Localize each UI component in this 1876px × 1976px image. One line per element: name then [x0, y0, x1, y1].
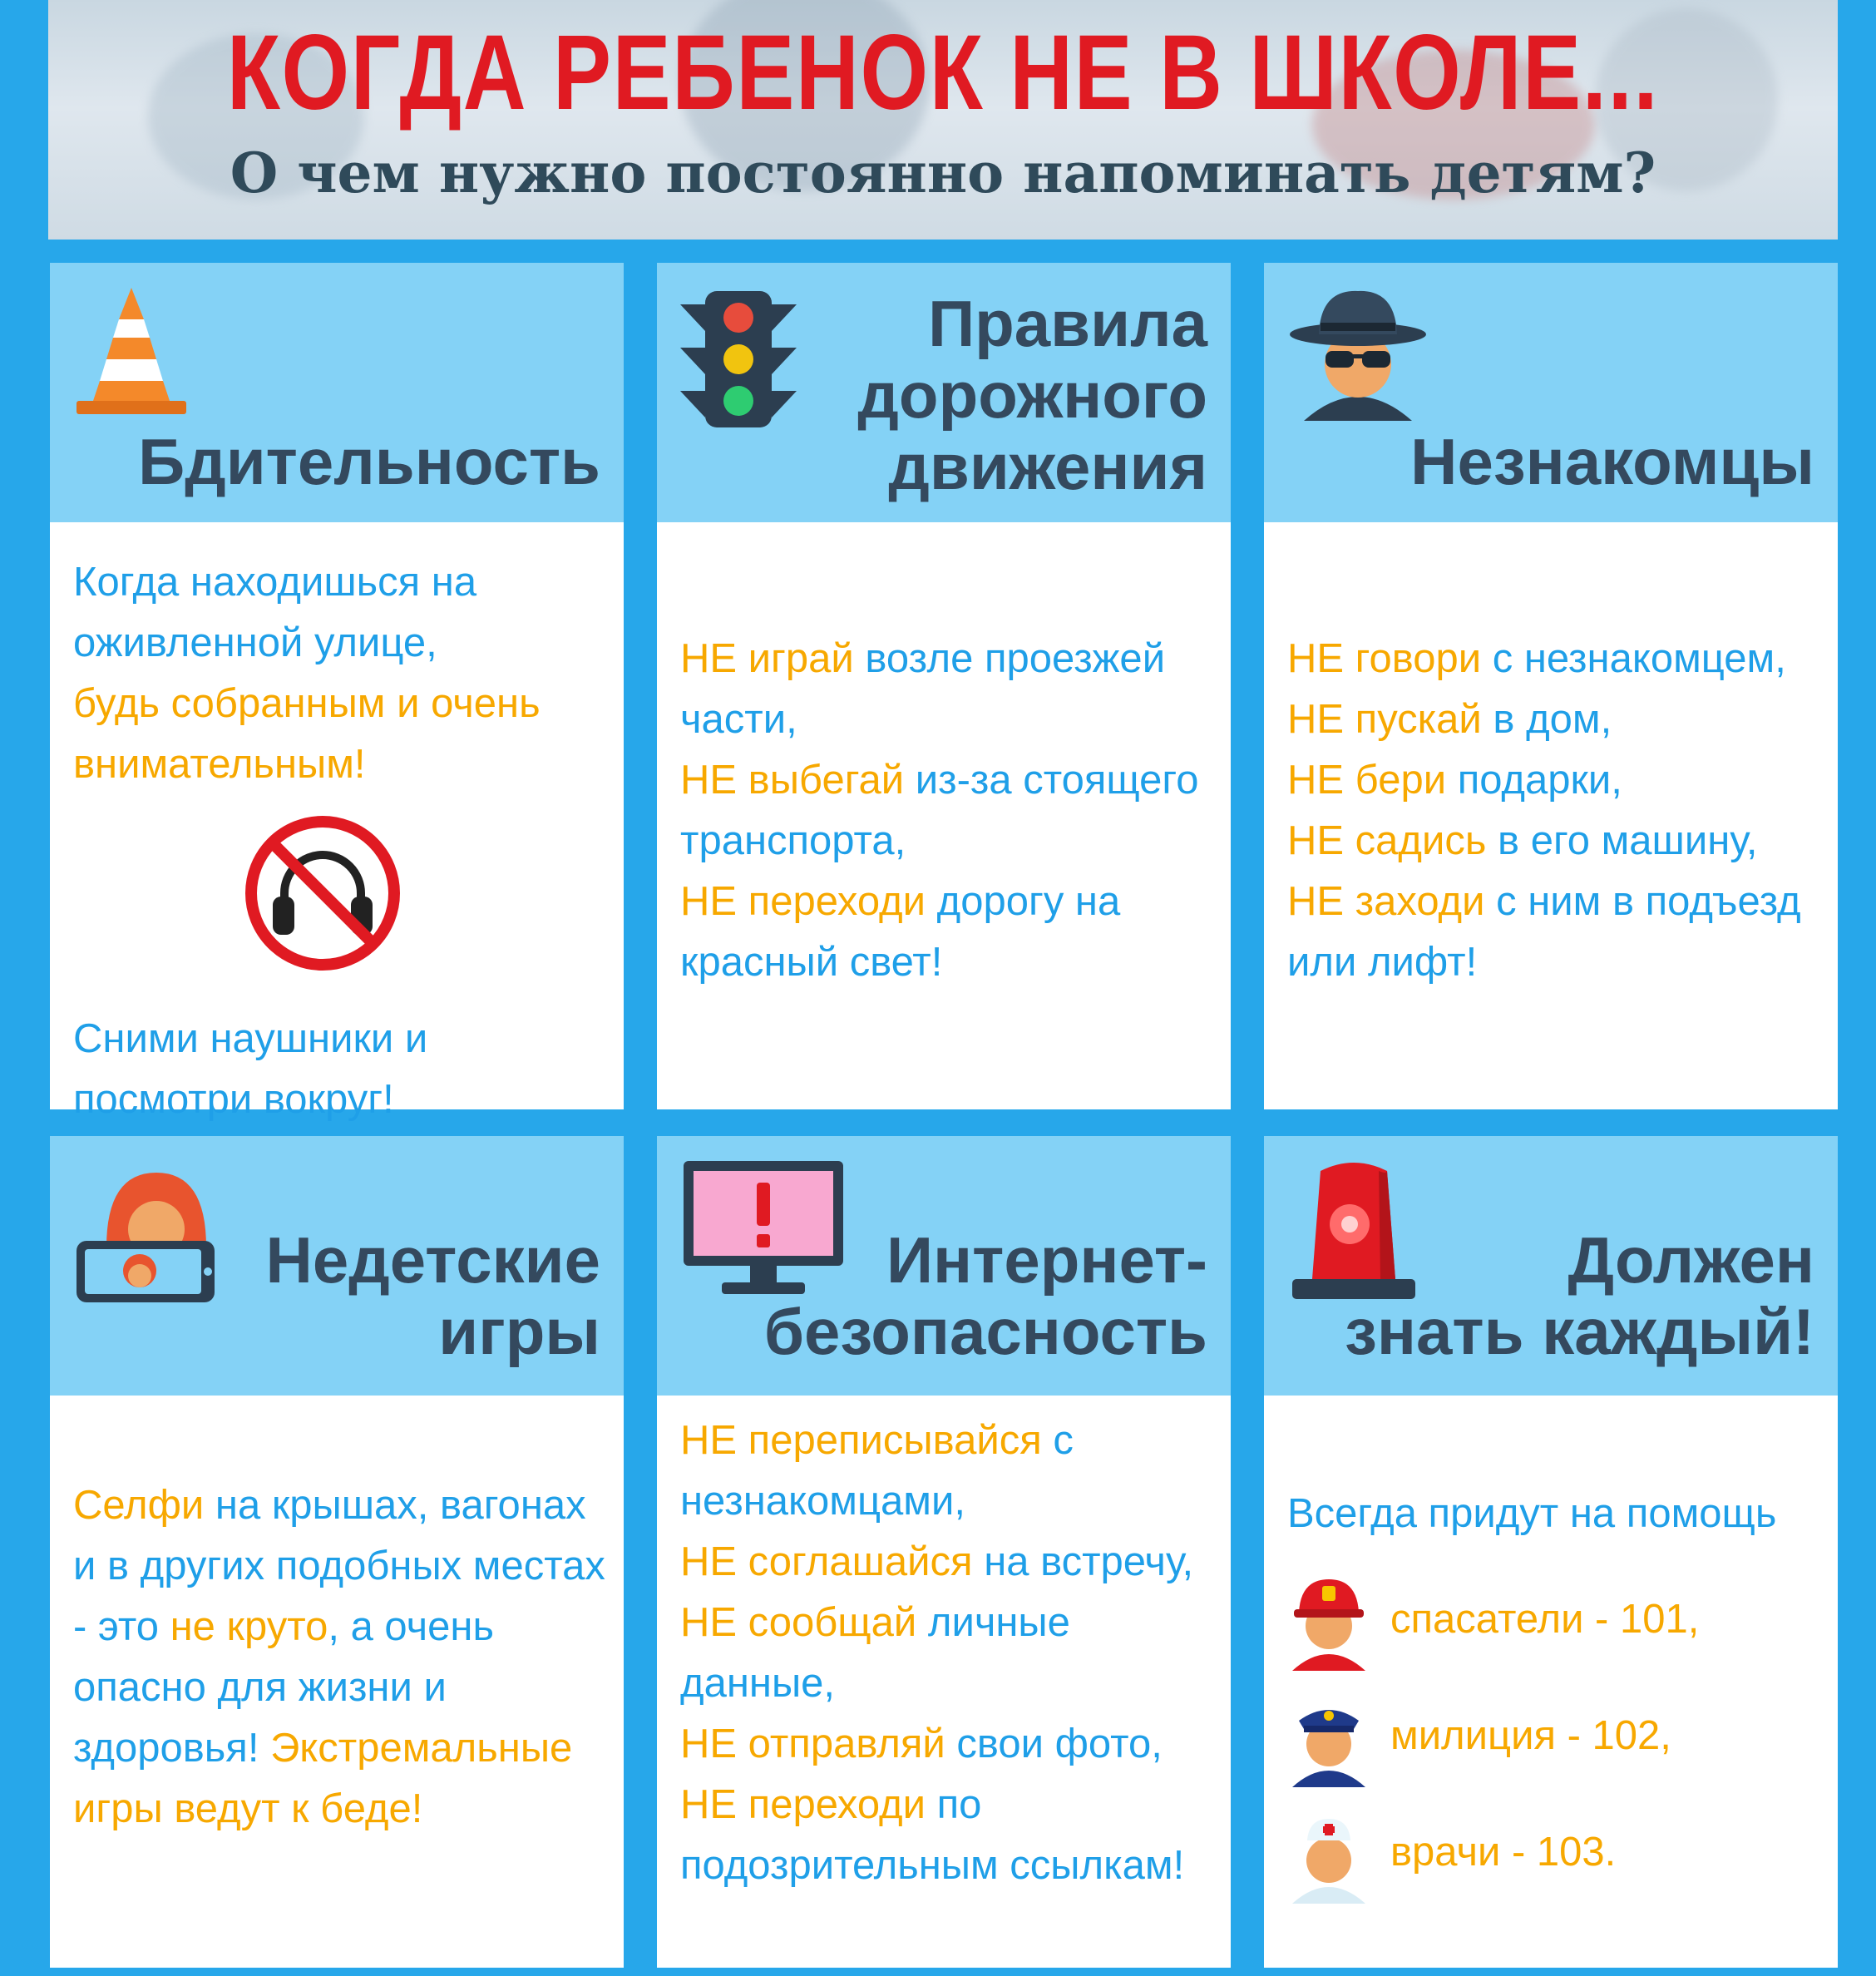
card-internet-header — [657, 1136, 1231, 1396]
doctor-icon — [1287, 1801, 1370, 1904]
traffic-light-icon — [680, 288, 797, 433]
internet-rule-chat: НЕ переписывайся с незнакомцами, — [680, 1418, 1074, 1524]
card-internet — [657, 1136, 1231, 1968]
card-traffic — [657, 263, 1231, 1109]
traffic-rule-cross: НЕ переходи дорогу на красный свет! — [680, 879, 1121, 985]
card-emergency-body — [1287, 1484, 1828, 1910]
strangers-rule-gifts: НЕ бери подарки, — [1287, 758, 1622, 803]
card-traffic-header — [657, 263, 1231, 522]
card-strangers-title: Незнакомцы — [1410, 425, 1814, 498]
firefighter-icon — [1287, 1568, 1370, 1671]
emergency-intro: Всегда придут на помощь — [1287, 1491, 1777, 1536]
vigilance-text-headphones: Сними наушники и посмотри вокруг! — [73, 1016, 428, 1122]
internet-rule-photo: НЕ отправляй свои фото, — [680, 1722, 1163, 1766]
page-title: КОГДА РЕБЕНОК НЕ В ШКОЛЕ... — [226, 13, 1660, 132]
no-headphones-icon — [243, 813, 614, 990]
internet-rule-data: НЕ сообщай личные данные, — [680, 1600, 1070, 1706]
traffic-rule-play: НЕ играй возле проезжей части, — [680, 636, 1166, 742]
strangers-rule-entrance: НЕ заходи с ним в подъезд или лифт! — [1287, 879, 1801, 985]
page-subtitle: О чем нужно постоянно напоминать детям? — [230, 141, 1656, 205]
card-internet-title: Интернет- безопасность — [763, 1223, 1207, 1368]
service-police-label: милиция - 102, — [1390, 1712, 1671, 1758]
card-strangers-header — [1264, 263, 1838, 522]
card-traffic-body — [680, 629, 1221, 993]
vigilance-text-street: Когда находишься на оживленной улице, — [73, 560, 477, 665]
vigilance-text-attentive: будь собранным и очень внимательным! — [73, 681, 541, 787]
service-doctors-label: врачи - 103. — [1390, 1829, 1617, 1875]
service-firefighters-label: спасатели - 101, — [1390, 1596, 1700, 1642]
games-selfie-text: Селфи на крышах, вагонах и в других подобных местах - это не круто, а очень опасно для жизни и здоровья! Экстремальные игры ведут к беде! — [73, 1483, 605, 1831]
traffic-rule-run: НЕ выбегай из-за стоящего транспорта, — [680, 758, 1199, 863]
selfie-phone-icon — [73, 1156, 223, 1310]
card-internet-body — [680, 1410, 1221, 1896]
header-banner — [48, 0, 1838, 240]
service-police — [1287, 1677, 1828, 1794]
card-emergency-header — [1264, 1136, 1838, 1396]
service-doctors — [1287, 1794, 1828, 1910]
strangers-rule-car: НЕ садись в его машину, — [1287, 818, 1758, 863]
strangers-rule-home: НЕ пускай в дом, — [1287, 697, 1612, 742]
card-games-body — [73, 1475, 614, 1840]
spy-icon — [1287, 281, 1429, 427]
traffic-cone-icon — [73, 284, 190, 422]
card-strangers-body — [1287, 629, 1828, 993]
card-vigilance-header — [50, 263, 624, 522]
strangers-rule-talk: НЕ говори с незнакомцем, — [1287, 636, 1786, 681]
card-vigilance-title: Бдительность — [138, 425, 600, 498]
card-vigilance-body — [73, 552, 614, 1130]
card-games — [50, 1136, 624, 1968]
police-officer-icon — [1287, 1684, 1370, 1787]
card-games-title: Недетские игры — [265, 1223, 600, 1368]
service-firefighters — [1287, 1561, 1828, 1677]
card-emergency — [1264, 1136, 1838, 1968]
card-traffic-title: Правила дорожного движения — [857, 287, 1207, 503]
card-emergency-title: Должен знать каждый! — [1345, 1223, 1814, 1368]
card-games-header — [50, 1136, 624, 1396]
internet-rule-links: НЕ переходи по подозрительным ссылкам! — [680, 1782, 1185, 1888]
card-vigilance — [50, 263, 624, 1122]
card-strangers — [1264, 263, 1838, 1109]
internet-rule-meet: НЕ соглашайся на встречу, — [680, 1539, 1194, 1584]
